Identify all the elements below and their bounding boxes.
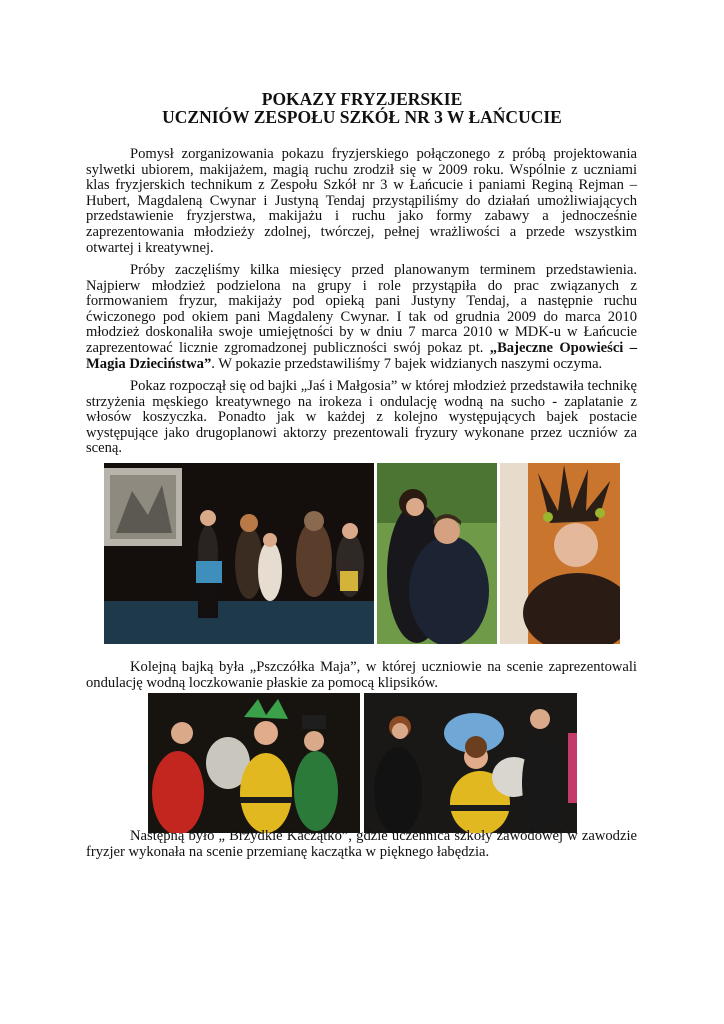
paragraph-show-start-text: Pokaz rozpoczął się od bajki „Jaś i Małgosia” w której młodzież przedstawiła technikę strzyżenia męskiego kreatywnego na irokeza i ondulację wodną na sucho - zaplatanie z włosów koszyczka. Ponadto jak w każdej z kolejno występujących bajek postacie występujące jako drugoplanowi aktorzy prezentowali fryzury wykonane przez uczniów za sceną. xyxy=(86,378,637,457)
photo-haircut-on-stage xyxy=(377,463,497,644)
photo-model-spiked-hair xyxy=(500,463,620,644)
paragraph-rehearsals-text: Próby zaczęliśmy kilka miesięcy przed planowanym terminem przedstawienia. Najpierw młodzież podzielona na grupy i role przystąpiła do prac związanych z formowaniem fryzur, makijaży pod opieką pani Justyny Tendaj, a następnie ruchu ćwiczonego pod okiem pani Magdaleny Cwynar. I tak od grudnia 2009 do marca 2010 młodzież doskonaliła swoje umiejętności by w dniu 7 marca 2010 w MDK-u w Łańcucie zaprezentować licznie zgromadzonej publiczności swój pokaz pt. xyxy=(86,262,637,356)
paragraph-pszczolka-maja xyxy=(86,660,637,691)
photo-bee-costumes xyxy=(148,693,360,833)
paragraph-pszczolka-maja-text: Kolejną bajką była „Pszczółka Maja”, w której uczniowie na scenie zaprezentowali ondulację wodną loczkowanie płaskie za pomocą klipsików. xyxy=(86,659,637,691)
show-title-bold: „Bajeczne Opowieści – Magia Dzieciństwa” xyxy=(86,339,637,372)
paragraph-show-start xyxy=(86,379,637,457)
photo-stage-jas-malgosia xyxy=(104,463,374,644)
page-title-line-2: UCZNIÓW ZESPOŁU SZKÓŁ NR 3 W ŁAŃCUCIE xyxy=(162,107,562,127)
paragraph-rehearsals xyxy=(86,263,637,372)
paragraph-intro xyxy=(86,147,637,256)
paragraph-rehearsals-end: . W pokazie przedstawiliśmy 7 bajek widzianych naszymi oczyma. xyxy=(211,355,603,372)
paragraph-intro-text: Pomysł zorganizowania pokazu fryzjerskiego połączonego z próbą projektowania sylwetki ubiorem, makijażem, magią ruchu zrodził się w 2009 roku. Wspólnie z uczniami klas fryzjerskich technikum z Zespołu Szkół nr 3 w Łańcucie i paniami Reginą Rejman – Hubert, Magdaleną Cwynar i Justyną Tendaj przystąpiliśmy do działań umożliwiających przedstawienie fryzjerstwa, makijażu i ruchu jako formy zabawy a jednocześnie zaprezentowania młodzieży zdolnej, twórczej, pełnej wrażliwości a przede wszystkim otwartej i kreatywnej. xyxy=(86,146,637,256)
paragraph-brzydkie-kaczatko-text: Następną było „ Brzydkie Kaczątko”, gdzie uczennica szkoły zawodowej w zawodzie fryzjer wykonała na scenie przemianę kaczątka w pięknego łabędzia. xyxy=(86,828,637,860)
page-title-line-1: POKAZY FRYZJERSKIE xyxy=(261,89,463,109)
paragraph-brzydkie-kaczatko xyxy=(86,829,637,860)
photo-styling-bee-model xyxy=(364,693,577,833)
